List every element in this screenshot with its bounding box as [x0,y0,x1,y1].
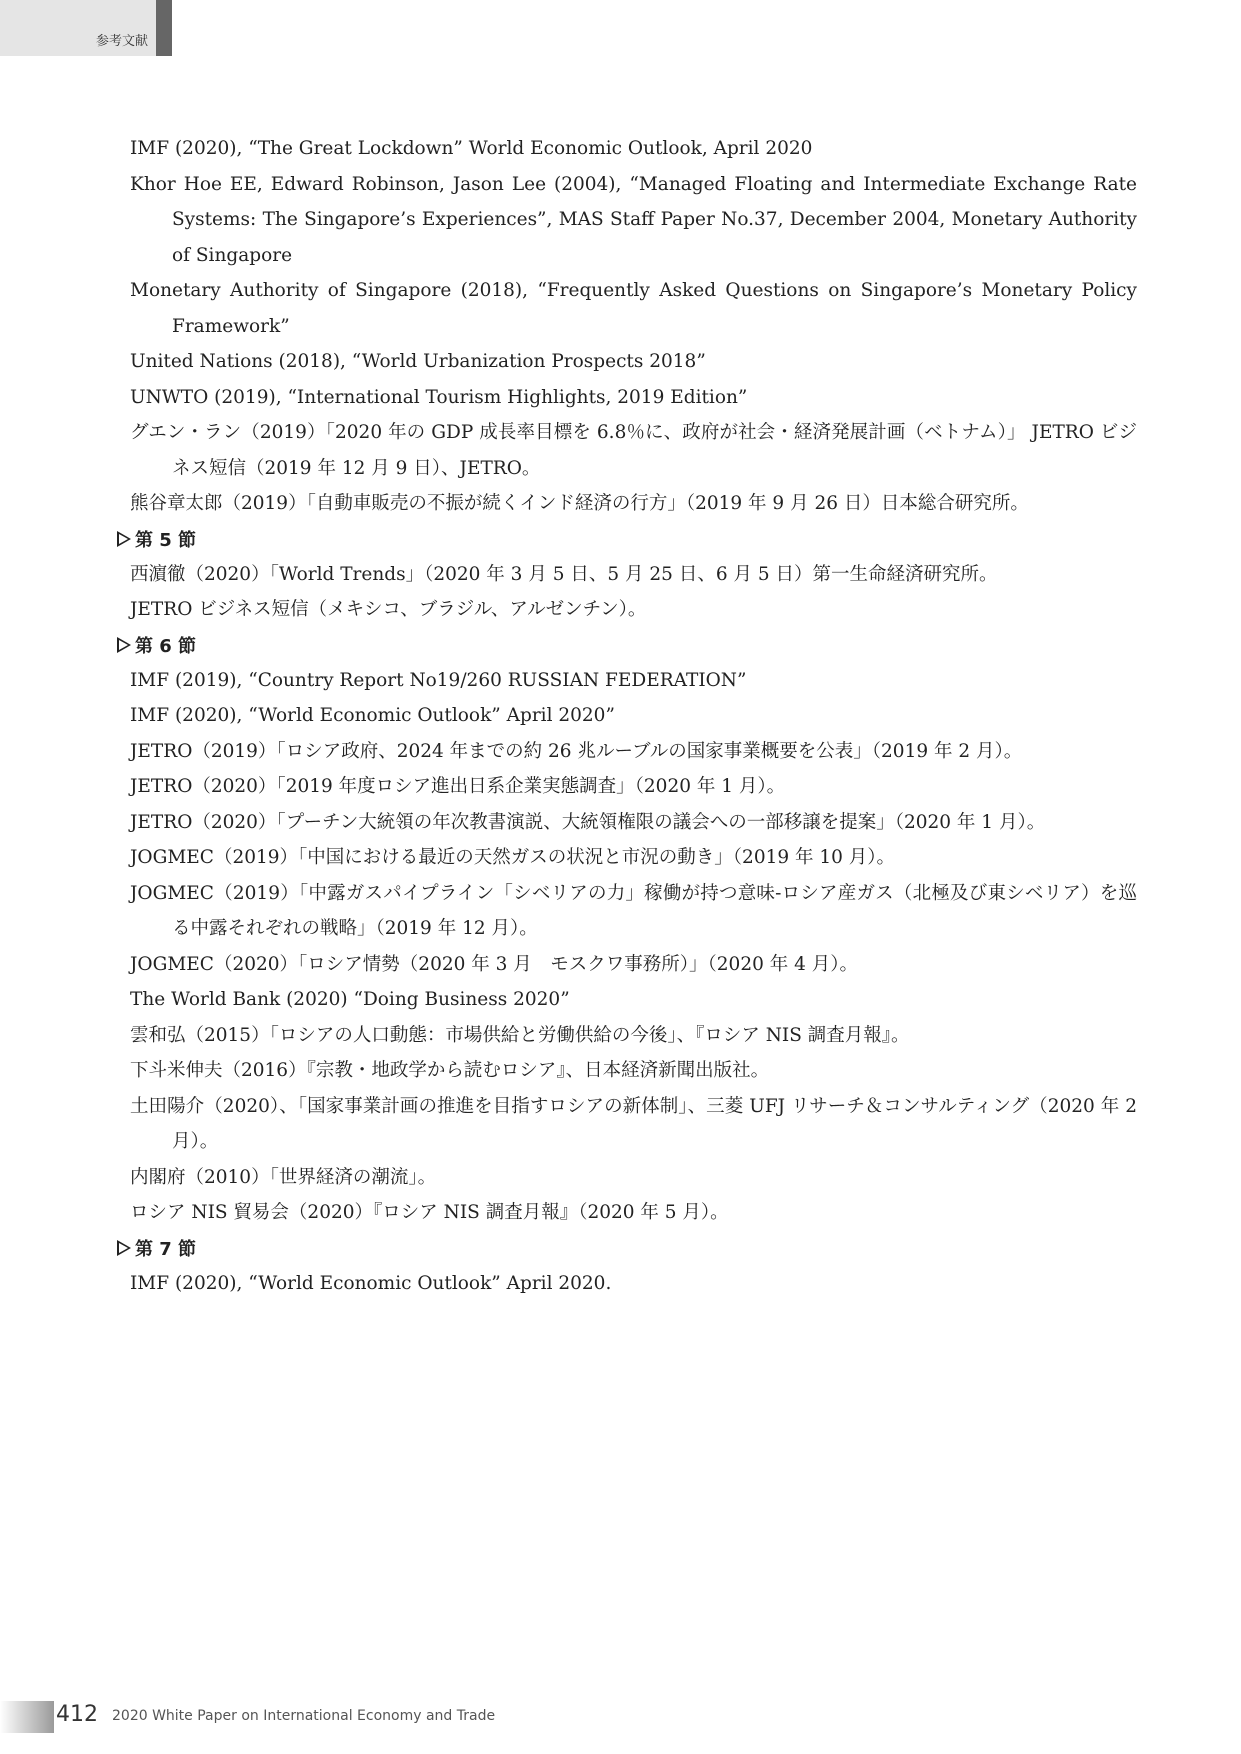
reference-entry: JETRO（2020）「プーチン大統領の年次教書演説、大統領権限の議会への一部移譲を提案」（2020 年 1 月）。 [130,811,1046,833]
reference-entry: United Nations (2018), “World Urbanization Prospects 2018” [130,351,706,372]
reference-section [117,131,1137,522]
reference-entry: IMF (2020), “World Economic Outlook” April 2020” [130,705,615,726]
triangle-arrow-icon [117,637,131,653]
section-heading [117,1231,1137,1266]
footer-gradient-bar [0,1701,54,1733]
publication-title: 2020 White Paper on International Economy and Trade [112,1708,496,1724]
triangle-arrow-icon [117,1240,131,1256]
reference-entry: Khor Hoe EE, Edward Robinson, Jason Lee (2004), “Managed Floating and Intermediate Exchange Rate Systems: The Singapore’s Experiences”, MAS Staff Paper No.37, December 2004, Monetary Authority of Singapore [130,173,1137,266]
triangle-arrow-icon [117,531,131,547]
reference-entry: IMF (2020), “World Economic Outlook” April 2020. [130,1272,612,1294]
references-content [117,131,1137,1301]
page-number: 412 [56,1702,98,1727]
reference-entry: JOGMEC（2019）「中国における最近の天然ガスの状況と市況の動き」（2019 年 10 月）。 [130,847,896,868]
section-heading [117,522,1137,557]
reference-entry: Monetary Authority of Singapore (2018), “Frequently Asked Questions on Singapore’s Monetary Policy Framework” [130,280,1137,337]
reference-entry: 西濵徹（2020）「World Trends」（2020 年 3 月 5 日、5 月 25 日、6 月 5 日）第一生命経済研究所。 [130,563,998,585]
section-heading-label: 第 5 節 [135,530,197,551]
reference-entry: 熊谷章太郎（2019）「自動車販売の不振が続くインド経済の行方」（2019 年 9 月 26 日）日本総合研究所。 [130,493,1029,514]
section-heading [117,628,1137,663]
header-tab-bar [156,0,172,56]
reference-list [117,131,1137,522]
reference-entry: 下斗米伸夫（2016）『宗教・地政学から読むロシア』、日本経済新聞出版社。 [130,1060,770,1081]
reference-entry: JETRO（2019）「ロシア政府、2024 年までの約 26 兆ルーブルの国家事業概要を公表」（2019 年 2 月）。 [130,740,1023,762]
reference-section [117,628,1137,1231]
reference-section [117,1231,1137,1302]
reference-entry: 雲和弘（2015）「ロシアの人口動態：市場供給と労働供給の今後」、『ロシア NIS 調査月報』。 [130,1024,910,1046]
reference-list [117,1266,1137,1302]
reference-entry: 土田陽介（2020）、「国家事業計画の推進を目指すロシアの新体制」、三菱 UFJ リサーチ＆コンサルティング（2020 年 2 月）。 [130,1095,1137,1152]
section-label: 参考文献 [96,34,149,49]
reference-list [117,557,1137,628]
reference-section [117,522,1137,628]
reference-entry: UNWTO (2019), “International Tourism Highlights, 2019 Edition” [130,386,748,408]
reference-entry: ロシア NIS 貿易会（2020）『ロシア NIS 調査月報』（2020 年 5 月）。 [130,1202,729,1223]
reference-entry: IMF (2020), “The Great Lockdown” World Economic Outlook, April 2020 [130,138,813,159]
section-heading-label: 第 6 節 [135,636,197,657]
reference-entry: IMF (2019), “Country Report No19/260 RUSSIAN FEDERATION” [130,669,747,691]
reference-entry: JOGMEC（2019）「中露ガスパイプライン「シベリアの力」稼働が持つ意味-ロシア産ガス（北極及び東シベリア）を巡る中露それぞれの戦略」（2019 年 12 月）。 [130,882,1137,939]
reference-list [117,663,1137,1231]
reference-entry: JETRO ビジネス短信（メキシコ、ブラジル、アルゼンチン）。 [130,599,647,620]
section-heading-label: 第 7 節 [135,1239,197,1260]
reference-entry: The World Bank (2020) “Doing Business 2020” [130,989,570,1010]
reference-entry: JETRO（2020）「2019 年度ロシア進出日系企業実態調査」（2020 年 1 月）。 [130,776,786,797]
reference-entry: 内閣府（2010）「世界経済の潮流」。 [130,1166,437,1188]
reference-entry: グエン・ラン（2019）「2020 年の GDP 成長率目標を 6.8％に、政府が社会・経済発展計画（ベトナム）」 JETRO ビジネス短信（2019 年 12 月 9 日）、JETRO。 [130,422,1137,479]
reference-entry: JOGMEC（2020）「ロシア情勢（2020 年 3 月 モスクワ事務所）」（2020 年 4 月）。 [130,953,859,975]
